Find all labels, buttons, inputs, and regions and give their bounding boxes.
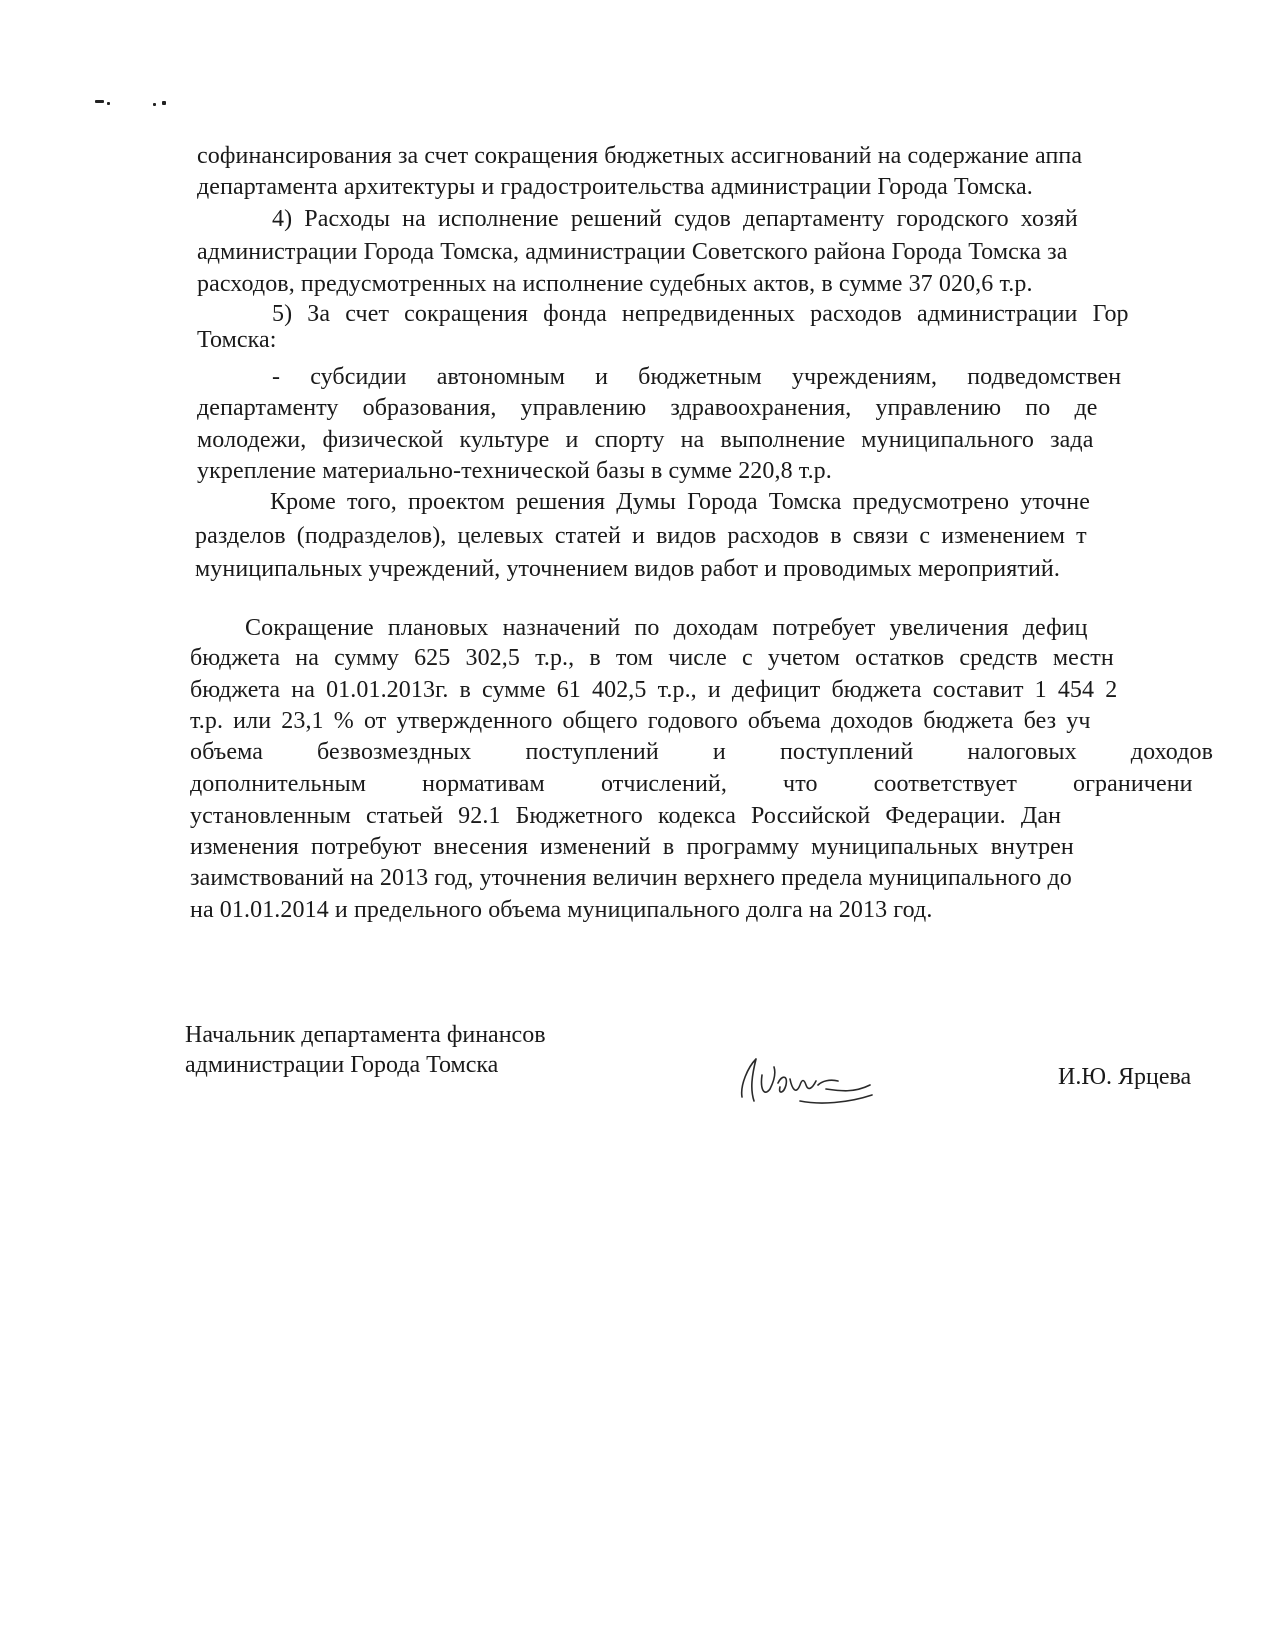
text-line: - субсидии автономным и бюджетным учреждениям, подведомствен <box>272 364 1122 390</box>
signer-position-line: администрации Города Томска <box>185 1052 499 1078</box>
text-line: установленным статьей 92.1 Бюджетного кодекса Российской Федерации. Дан <box>190 803 1062 829</box>
text-line: департаменту образования, управлению здравоохранения, управлению по де <box>197 395 1098 421</box>
text-line: бюджета на 01.01.2013г. в сумме 61 402,5 т.р., и дефицит бюджета составит 1 454 2 <box>190 677 1118 703</box>
text-line: молодежи, физической культуре и спорту на выполнение муниципального зада <box>197 427 1094 453</box>
scan-marks <box>95 96 185 110</box>
text-line: Кроме того, проектом решения Думы Города Томска предусмотрено уточне <box>270 489 1090 515</box>
text-line: на 01.01.2014 и предельного объема муниципального долга на 2013 год. <box>190 897 933 923</box>
text-line: Сокращение плановых назначений по доходам потребует увеличения дефиц <box>245 615 1088 641</box>
text-line: Томска: <box>197 327 277 353</box>
text-line: 4) Расходы на исполнение решений судов департаменту городского хозяй <box>272 206 1078 232</box>
text-line: изменения потребуют внесения изменений в программу муниципальных внутрен <box>190 834 1074 860</box>
text-line: разделов (подразделов), целевых статей и видов расходов в связи с изменением т <box>195 523 1087 549</box>
text-line: администрации Города Томска, администрации Советского района Города Томска за <box>197 239 1068 265</box>
text-line: 5) За счет сокращения фонда непредвиденных расходов администрации Гор <box>272 301 1129 327</box>
signer-position-line: Начальник департамента финансов <box>185 1022 546 1048</box>
text-line: укрепление материально-технической базы в сумме 220,8 т.р. <box>197 458 832 484</box>
text-line: муниципальных учреждений, уточнением видов работ и проводимых мероприятий. <box>195 556 1060 582</box>
text-line: расходов, предусмотренных на исполнение судебных актов, в сумме 37 020,6 т.р. <box>197 271 1033 297</box>
text-line: бюджета на сумму 625 302,5 т.р., в том числе с учетом остатков средств местн <box>190 645 1114 671</box>
text-line: софинансирования за счет сокращения бюджетных ассигнований на содержание аппа <box>197 143 1083 169</box>
text-line: дополнительным нормативам отчислений, что соответствует ограничени <box>190 771 1193 797</box>
handwritten-signature <box>730 1045 880 1115</box>
text-line: объема безвозмездных поступлений и поступлений налоговых доходов <box>190 739 1214 765</box>
text-line: т.р. или 23,1 % от утвержденного общего годового объема доходов бюджета без уч <box>190 708 1091 734</box>
text-line: заимствований на 2013 год, уточнения величин верхнего предела муниципального до <box>190 865 1072 891</box>
text-line: департамента архитектуры и градостроительства администрации Города Томска. <box>197 174 1033 200</box>
signer-name: И.Ю. Ярцева <box>1058 1064 1192 1090</box>
signer-position <box>185 1020 546 1080</box>
